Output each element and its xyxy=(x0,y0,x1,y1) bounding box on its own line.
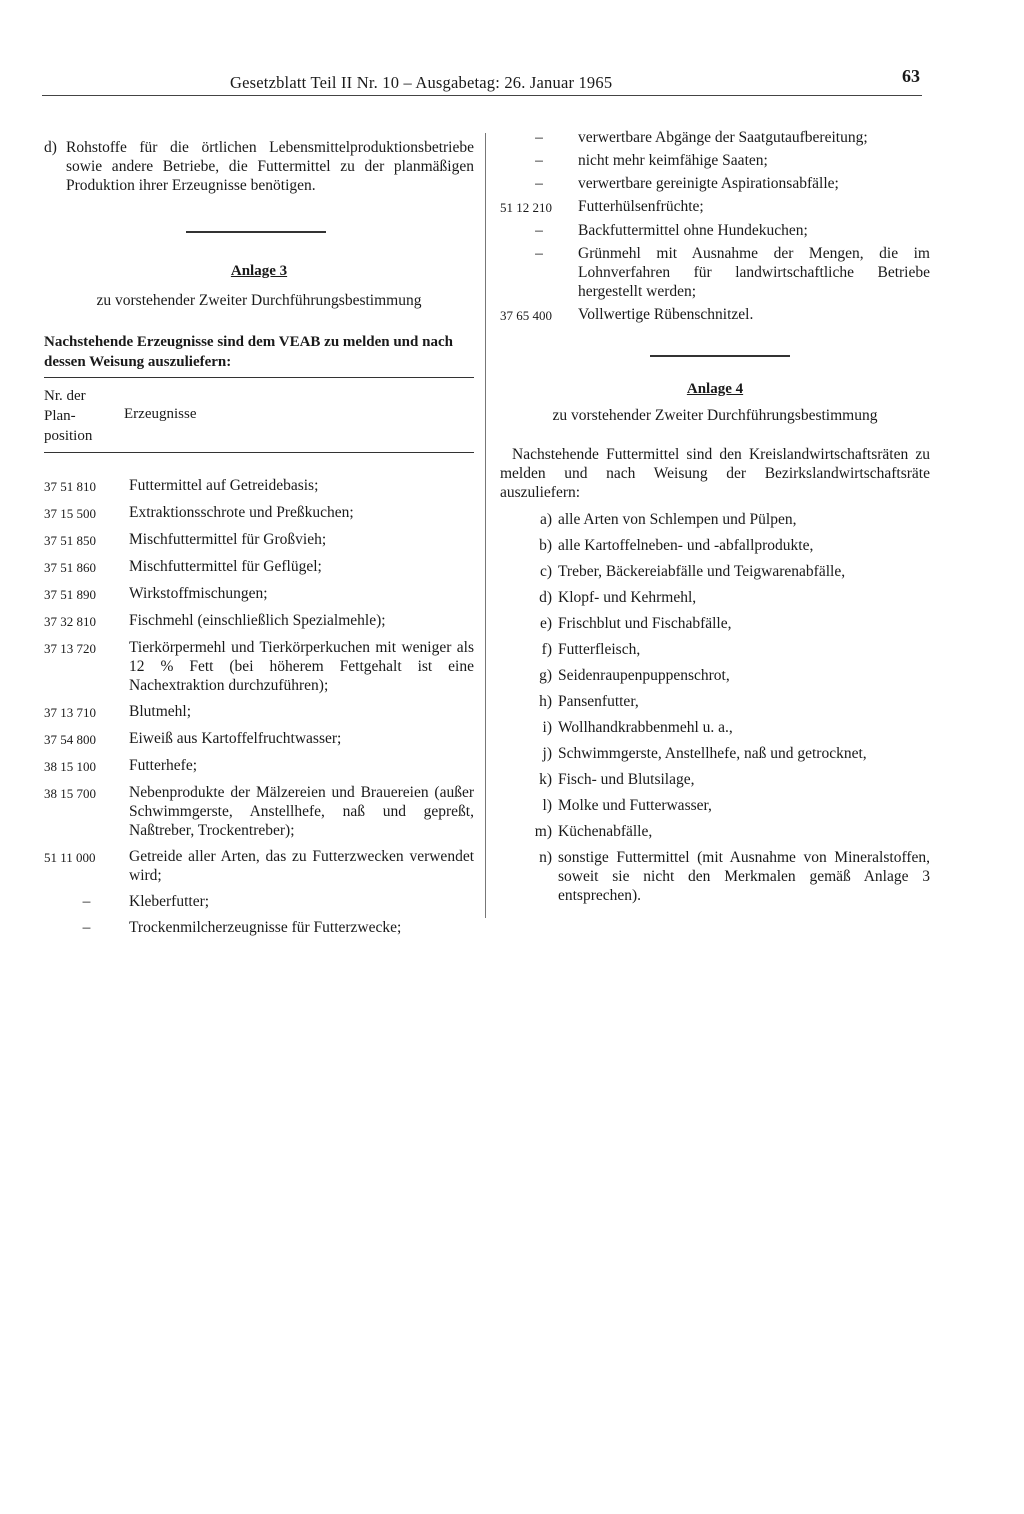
item-label: f) xyxy=(541,641,552,658)
table-row xyxy=(44,503,474,523)
list-item xyxy=(524,718,930,737)
dash-marker: – xyxy=(535,245,543,262)
plan-position: 37 15 500 xyxy=(44,506,96,521)
plan-position: 51 12 210 xyxy=(500,200,552,215)
anlage-4-subtitle: zu vorstehender Zweiter Durchführungsbestimmung xyxy=(552,407,878,424)
table-row xyxy=(44,892,474,911)
product: nicht mehr keimfähige Saaten; xyxy=(578,152,768,169)
product: Tierkörpermehl und Tierkörperkuchen mit weniger als 12 % Fett (bei höherem Fettgehalt ist eine Nachextraktion durchzuführen); xyxy=(129,639,474,694)
plan-position: 37 51 860 xyxy=(44,560,96,575)
item-text: Molke und Futterwasser, xyxy=(558,797,712,814)
anlage-4-title: Anlage 4 xyxy=(686,381,744,397)
table-row xyxy=(500,221,930,240)
product: Vollwertige Rübenschnitzel. xyxy=(578,306,754,323)
plan-position: 37 13 710 xyxy=(44,705,96,720)
section-rule xyxy=(186,231,326,233)
item-label: d) xyxy=(539,589,552,606)
table-row xyxy=(44,847,474,885)
right-column xyxy=(500,128,930,905)
item-text: Klopf- und Kehrmehl, xyxy=(558,589,697,606)
item-label: c) xyxy=(539,563,552,580)
item-label: m) xyxy=(534,823,552,840)
table-row xyxy=(500,174,930,193)
dash-marker: – xyxy=(82,919,91,936)
list-item xyxy=(524,848,930,905)
plan-position: 38 15 100 xyxy=(44,759,96,774)
table-top-rule xyxy=(44,377,474,378)
item-label: k) xyxy=(539,771,552,788)
item-text: Frischblut und Fischabfälle, xyxy=(558,615,732,632)
header-erzeugnisse: Erzeugnisse xyxy=(124,406,197,422)
product: Trockenmilcherzeugnisse für Futterzwecke; xyxy=(129,919,402,936)
dash-marker: – xyxy=(535,222,543,239)
table-row xyxy=(44,584,474,604)
product: Getreide aller Arten, das zu Futterzwecken verwendet wird; xyxy=(129,848,474,884)
item-text: Wollhandkrabbenmehl u. a., xyxy=(558,719,733,736)
item-text: Rohstoffe für die örtlichen Lebensmittelproduktionsbetriebe sowie andere Betriebe, die Futtermittel zu der planmäßigen Produktion ihrer Erzeugnisse benötigen. xyxy=(66,139,474,194)
dash-marker: – xyxy=(82,893,91,910)
product: Mischfuttermittel für Großvieh; xyxy=(129,531,327,548)
item-text: Schwimmgerste, Anstellhefe, naß und getrocknet, xyxy=(558,745,867,762)
item-text: Fisch- und Blutsilage, xyxy=(558,771,695,788)
product: verwertbare Abgänge der Saatgutaufbereitung; xyxy=(578,129,868,146)
list-item xyxy=(524,666,930,685)
item-text: Seidenraupenpuppenschrot, xyxy=(558,667,730,684)
plan-position: 51 11 000 xyxy=(44,850,96,865)
table-row xyxy=(44,918,474,937)
product: Futterhefe; xyxy=(129,757,198,774)
plan-position: 37 51 810 xyxy=(44,479,96,494)
item-label: n) xyxy=(539,849,552,866)
anlage-4-list xyxy=(500,510,930,905)
product: Kleberfutter; xyxy=(129,893,210,910)
item-label: b) xyxy=(539,537,552,554)
item-label: g) xyxy=(539,667,552,684)
table-row xyxy=(500,151,930,170)
table-header xyxy=(44,386,474,446)
product: Blutmehl; xyxy=(129,703,191,720)
product: Backfuttermittel ohne Hundekuchen; xyxy=(578,222,808,239)
product: Nebenprodukte der Mälzereien und Brauereien (außer Schwimmgerste, Anstellhefe, naß und gepreßt, Naßtreber, Trockentreber); xyxy=(129,784,474,839)
plan-position: 38 15 700 xyxy=(44,786,96,801)
item-text: Küchenabfälle, xyxy=(558,823,653,840)
item-label: l) xyxy=(542,797,552,814)
table-row xyxy=(44,638,474,695)
table-row xyxy=(44,611,474,631)
list-item xyxy=(524,822,930,841)
left-column xyxy=(44,138,474,937)
item-text: Futterfleisch, xyxy=(558,641,641,658)
list-item xyxy=(524,510,930,529)
dash-marker: – xyxy=(535,152,543,169)
item-text: alle Arten von Schlempen und Pülpen, xyxy=(558,511,797,528)
product: Mischfuttermittel für Geflügel; xyxy=(129,558,322,575)
product: Wirkstoffmischungen; xyxy=(129,585,268,602)
product: Fischmehl (einschließlich Spezialmehle); xyxy=(129,612,386,629)
item-label: j) xyxy=(542,745,552,762)
item-label: d) xyxy=(44,139,57,156)
item-text: Pansenfutter, xyxy=(558,693,639,710)
plan-position: 37 13 720 xyxy=(44,641,96,656)
list-item xyxy=(524,692,930,711)
table-row xyxy=(44,783,474,840)
list-item-d xyxy=(44,138,474,195)
table-body xyxy=(44,476,474,937)
plan-position: 37 32 810 xyxy=(44,614,96,629)
item-text: Treber, Bäckereiabfälle und Teigwarenabfälle, xyxy=(558,563,846,580)
product: verwertbare gereinigte Aspirationsabfälle; xyxy=(578,175,839,192)
anlage-3-title: Anlage 3 xyxy=(230,263,288,279)
list-item xyxy=(524,614,930,633)
list-item xyxy=(524,796,930,815)
header-rule xyxy=(42,95,922,96)
table-row xyxy=(44,756,474,776)
table-row xyxy=(500,128,930,147)
list-item xyxy=(524,536,930,555)
table-row xyxy=(44,557,474,577)
plan-position: 37 54 800 xyxy=(44,732,96,747)
column-divider xyxy=(485,133,486,918)
table-row xyxy=(500,305,930,325)
page-number: 63 xyxy=(902,66,920,86)
item-label: e) xyxy=(539,615,552,632)
table-row xyxy=(44,729,474,749)
table-header-rule xyxy=(44,452,474,453)
list-item xyxy=(524,588,930,607)
item-label: a) xyxy=(539,511,552,528)
dash-marker: – xyxy=(535,129,543,146)
list-item xyxy=(524,770,930,789)
product: Extraktionsschrote und Preßkuchen; xyxy=(129,504,354,521)
item-label: h) xyxy=(539,693,552,710)
product: Grünmehl mit Ausnahme der Mengen, die im Lohnverfahren für landwirtschaftliche Betriebe hergestellt werden; xyxy=(578,245,930,300)
product: Eiweiß aus Kartoffelfruchtwasser; xyxy=(129,730,342,747)
item-text: alle Kartoffelneben- und -abfallprodukte, xyxy=(558,537,814,554)
list-item xyxy=(524,562,930,581)
list-item xyxy=(524,640,930,659)
product: Futterhülsenfrüchte; xyxy=(578,198,704,215)
dash-marker: – xyxy=(535,175,543,192)
item-label: i) xyxy=(542,719,552,736)
anlage-4-intro: Nachstehende Futtermittel sind den Kreislandwirtschaftsräten zu melden und nach Weisung der Bezirkslandwirtschaftsräte auszuliefern: xyxy=(500,446,930,501)
item-text: sonstige Futtermittel (mit Ausnahme von Mineralstoffen, soweit sie nicht den Merkmalen gemäß Anlage 3 entsprechen). xyxy=(558,849,930,904)
table-row xyxy=(500,197,930,217)
anlage-3-intro: Nachstehende Erzeugnisse sind dem VEAB zu melden und nach dessen Weisung auszuliefern: xyxy=(44,334,453,370)
table-row xyxy=(44,476,474,496)
table-row xyxy=(500,244,930,301)
plan-position: 37 65 400 xyxy=(500,308,552,323)
section-rule xyxy=(650,355,790,357)
plan-position: 37 51 890 xyxy=(44,587,96,602)
table-row xyxy=(44,530,474,550)
product: Futtermittel auf Getreidebasis; xyxy=(129,477,319,494)
anlage-3-subtitle: zu vorstehender Zweiter Durchführungsbestimmung xyxy=(96,292,422,309)
header-plan-position: Nr. der Plan- position xyxy=(44,388,93,444)
table-row xyxy=(44,702,474,722)
list-item xyxy=(524,744,930,763)
page-header: Gesetzblatt Teil II Nr. 10 – Ausgabetag: 26. Januar 1965 xyxy=(230,73,613,92)
plan-position: 37 51 850 xyxy=(44,533,96,548)
